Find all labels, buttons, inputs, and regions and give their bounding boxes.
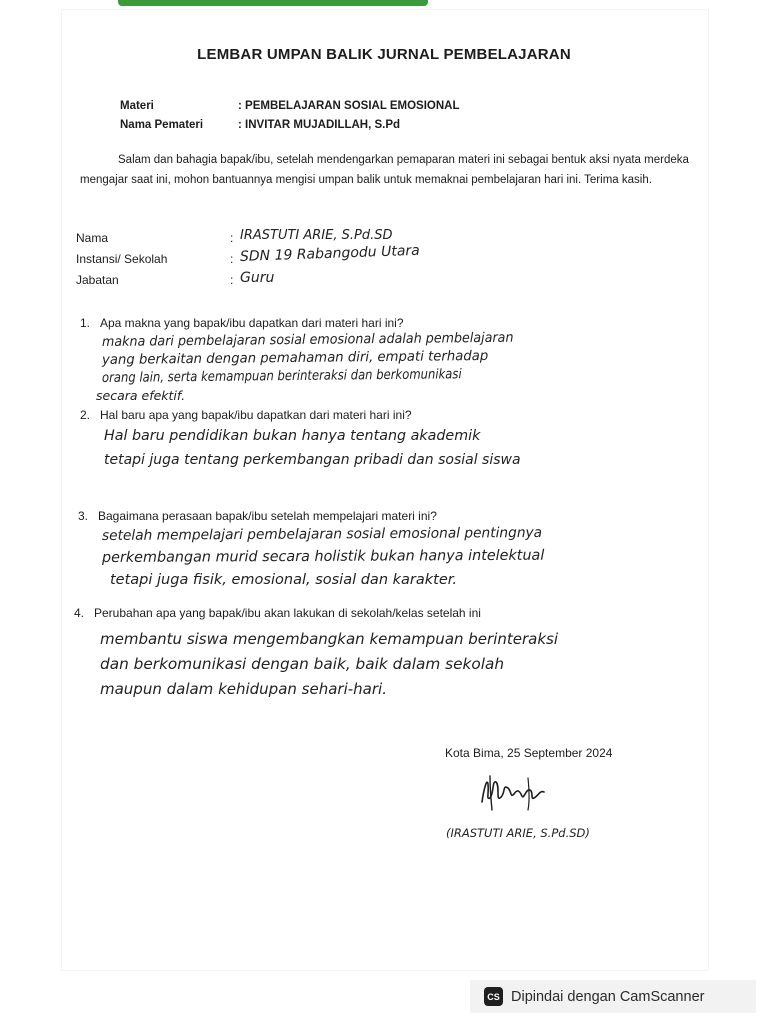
answer-line: perkembangan murid secara holistik bukan hanya intelektual <box>101 547 545 566</box>
signer-name: (IRASTUTI ARIE, S.Pd.SD) <box>446 826 590 840</box>
field-jabatan <box>76 270 275 287</box>
meta-label: Nama Pemateri <box>120 119 204 131</box>
question-text: Bagaimana perasaan bapak/ibu setelah mempelajari materi ini? <box>98 509 437 523</box>
answer-line: secara efektif. <box>96 388 186 403</box>
question-number: 2. <box>80 408 91 422</box>
camscanner-watermark <box>470 980 756 1013</box>
question-number: 4. <box>74 606 85 620</box>
place-date: Kota Bima, 25 September 2024 <box>445 746 613 760</box>
answer-line: orang lain, serta kemampuan berinteraksi dan berkomunikasi <box>101 366 462 386</box>
answer-line: yang berkaitan dengan pemahaman diri, empati terhadap <box>101 347 489 368</box>
signature-scribble <box>478 770 548 814</box>
camscanner-text: Dipindai dengan CamScanner <box>511 988 705 1005</box>
question-text: Hal baru apa yang bapak/ibu dapatkan dari materi hari ini? <box>100 408 412 422</box>
answer-line: setelah mempelajari pembelajaran sosial emosional pentingnya <box>101 524 543 544</box>
meta-value: : PEMBELAJARAN SOSIAL EMOSIONAL <box>238 100 460 112</box>
field-colon: : <box>230 231 234 245</box>
field-handwritten-value: IRASTUTI ARIE, S.Pd.SD <box>240 228 393 243</box>
field-instansi <box>76 242 420 266</box>
meta-value: : INVITAR MUJADILLAH, S.Pd <box>238 119 401 131</box>
field-label: Instansi/ Sekolah <box>76 252 168 266</box>
binder-strip <box>118 0 428 6</box>
question-text: Perubahan apa yang bapak/ibu akan lakukan di sekolah/kelas setelah ini <box>94 606 481 620</box>
answer-line: dan berkomunikasi dengan baik, baik dalam sekolah <box>100 655 505 673</box>
camscanner-icon: CS <box>484 987 503 1006</box>
answer-line: maupun dalam kehidupan sehari-hari. <box>100 680 387 698</box>
answer-line: Hal baru pendidikan bukan hanya tentang akademik <box>104 428 481 444</box>
question-2 <box>80 408 412 422</box>
field-label: Nama <box>76 231 109 245</box>
intro-paragraph: Salam dan bahagia bapak/ibu, setelah mendengarkan pemaparan materi ini sebagai bentuk aksi nyata merdeka mengajar saat ini, mohon bantuannya mengisi umpan balik untuk memaknai pembelajaran hari ini. Terima kasih. <box>80 154 689 186</box>
field-colon: : <box>230 252 234 266</box>
meta-materi <box>120 100 460 112</box>
document-title: LEMBAR UMPAN BALIK JURNAL PEMBELAJARAN <box>197 46 571 63</box>
question-number: 1. <box>80 316 91 330</box>
answer-line: membantu siswa mengembangkan kemampuan berinteraksi <box>100 630 559 648</box>
question-1 <box>80 316 404 330</box>
field-handwritten-value: Guru <box>240 270 275 286</box>
field-label: Jabatan <box>76 273 119 287</box>
question-3 <box>78 509 437 523</box>
answer-line: tetapi juga fisik, emosional, sosial dan karakter. <box>110 572 457 588</box>
question-text: Apa makna yang bapak/ibu dapatkan dari materi hari ini? <box>100 316 404 330</box>
meta-pemateri <box>120 119 400 131</box>
question-4 <box>74 606 481 620</box>
answer-line: makna dari pembelajaran sosial emosional adalah pembelajaran <box>101 329 514 350</box>
question-number: 3. <box>78 509 89 523</box>
meta-label: Materi <box>120 100 154 112</box>
field-handwritten-value: SDN 19 Rabangodu Utara <box>239 242 420 265</box>
answer-line: tetapi juga tentang perkembangan pribadi dan sosial siswa <box>104 452 521 468</box>
field-colon: : <box>230 273 234 287</box>
field-nama <box>76 228 393 245</box>
